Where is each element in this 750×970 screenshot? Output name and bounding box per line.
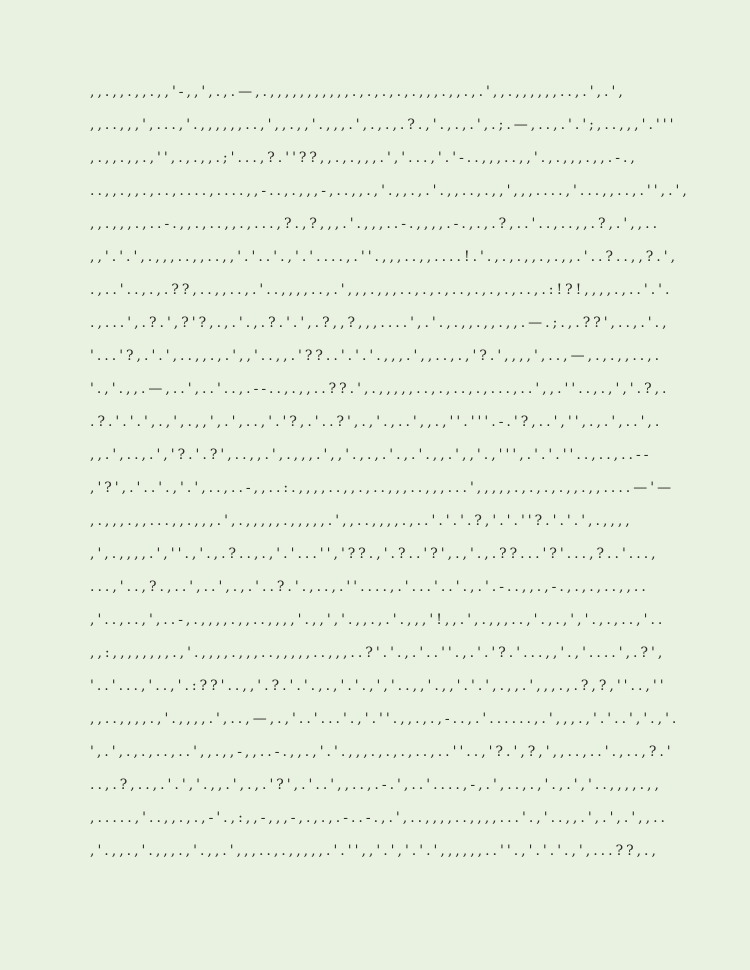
document-page	[90, 76, 690, 868]
text-line: ,',.,,,,.',''.,'.,.?..,.,'.'...'','??.,'.?..'?',.,'.,.??...'?'...,?..'...,	[90, 546, 659, 562]
text-line: ,'?',.'..'.,'.',..,..-,,..:.,,,,..,,.,..,,,..,,,...',,,,,.,.,.,.,,.,,....—'—	[90, 480, 675, 496]
text-line: ,,..,,,,.,'.,,,,.',..,—,.,'..'...'.,'.''.,,.,.,-..,.'......,.',,,.,'.'..','.,'.	[90, 711, 680, 727]
text-line: ,,:,,,,,,,,.,'.,,,,.,,,..,,,,,..,,,..?'.'.,.'..''.,.'.'?.'...,,'.,'....',.?',	[90, 645, 666, 661]
text-line: .,..'..,.,.??,..,,..,.'..,,,,..,.',,,.,,,..,.,.,..,.,.,.,..,.:!?!,,,,.,..'.'.	[90, 282, 673, 298]
text-line: ,.....,'..,,.,.,-'.,:,,-,,,-,.,.,.-..-.,.',..,,,,..,,,,...'.,'..,,.',.',.',,..	[90, 810, 668, 826]
text-line: '...'?,.'.',..,,.,.',,'..,,.'??..'.'.'.,,,.',,..,.,'?.',,,,',..,—,.,.,,..,.	[90, 348, 663, 364]
text-line: .,...',.?.',?'?,.,.'.,.?.'.',.?,,?,,,....',.'.,.,,.,,.,,.—.;.,.??',..,.'.,	[90, 315, 670, 331]
text-line: ,'..,..,',..-,.,,,,.,,..,,,,'.,,','.,,.,.'.,,,'!,,.',.,,,..,'.,.,','.,.,..,'..	[90, 612, 666, 628]
text-line: '..'...,'..,'.:??'..,,'.?.'.'.,.,'.'.,','..,,'.,,'.'.',.,,.',,,.,.?,?,''..,''	[90, 678, 667, 694]
text-line: ',.',.,.,..,..',,.,,-,,..-.,,.,'.'.,,,.,.,.,..,..''..,'?.',?,',,..,..'.,..,?.'	[90, 744, 674, 760]
text-line: ,'.,,.,'.,,,.,'.,,.',,,..,.,,,,,.'.'',,'.','.'.',,,,,,..''.,'.'.'.,',...??,.,	[90, 843, 659, 859]
text-line: ,,.,,,.,..-.,,.,..,,.,...,?.,?,,,.'.,,,..-.,,,,.-.,.,.?,..'..,..,,.?,.',,..	[90, 216, 661, 232]
text-line: '.,'.,,.—,..',..'..,.--..,.,,..??.',.,,,,,..,.,..,.,...,..',,.''..,.,','.?,.	[90, 381, 670, 397]
text-line: ,,.,,.,,.,,'-,,',.,.—,.,,,,,,,,,,,.,.,.,.,.,,,.,,.,.',,.,,,,,,..,.',.',	[90, 84, 626, 100]
text-line: ...,'..,?.,..',..',.,.'..?.'.,..,.''....,.'...'..'.,.'.-..,,.,-.,.,.,..,,..	[90, 579, 649, 595]
text-line: .?.'.'.',.,',.,,',.',..,'.'?,.'..?',.,'.,..',,.,''.'''.-.'?,..','',.,.',..',.	[90, 414, 663, 430]
text-line: ..,,.,,.,..,....,....,,-..,.,,,-,..,,.,'.,,.,.'.,,..,.,,',,,....,'...,,..,.'',.',	[90, 183, 690, 199]
text-line: ..,.?,..,.'.','.,,.',.,.'?',.'..',,..,.-.',..'....,-,.',..,.,'.,.','..,,,,.,,	[90, 777, 662, 793]
text-line: ,.,,,.,,...,,.,,,.',.,,,,,.,,,,,.',,..,,,,.,..'.'.'.?,'.'.''?.'.'.',.,,,,	[90, 513, 633, 529]
text-line: ,.,,.,,.,'',.,.,,.;'...,?.''??,,.,.,,,.','...,'.'-..,,,..,,'.,.,,,.,,.-.,	[90, 150, 638, 166]
text-line: ,,.',..,.','?.'.?',..,,.',.,,,.',,'.,.,.'.,.'.,,.',,'.,''',.'.'.''..,..,..--	[90, 447, 652, 463]
text-line: ,,'.'.',.,,,..,,..,,'.'..'.,'.'....,.''.,,,..,,....!.'.,.,.,,.,.,,.'..?..,,?.',	[90, 249, 679, 265]
text-line: ,,..,,,',...,'.,,,,,,..,',,.,,'.,,,.',.,.,.?.,'.,.,.',.;.—,..,.'.';,..,,,'.'''	[90, 117, 677, 133]
